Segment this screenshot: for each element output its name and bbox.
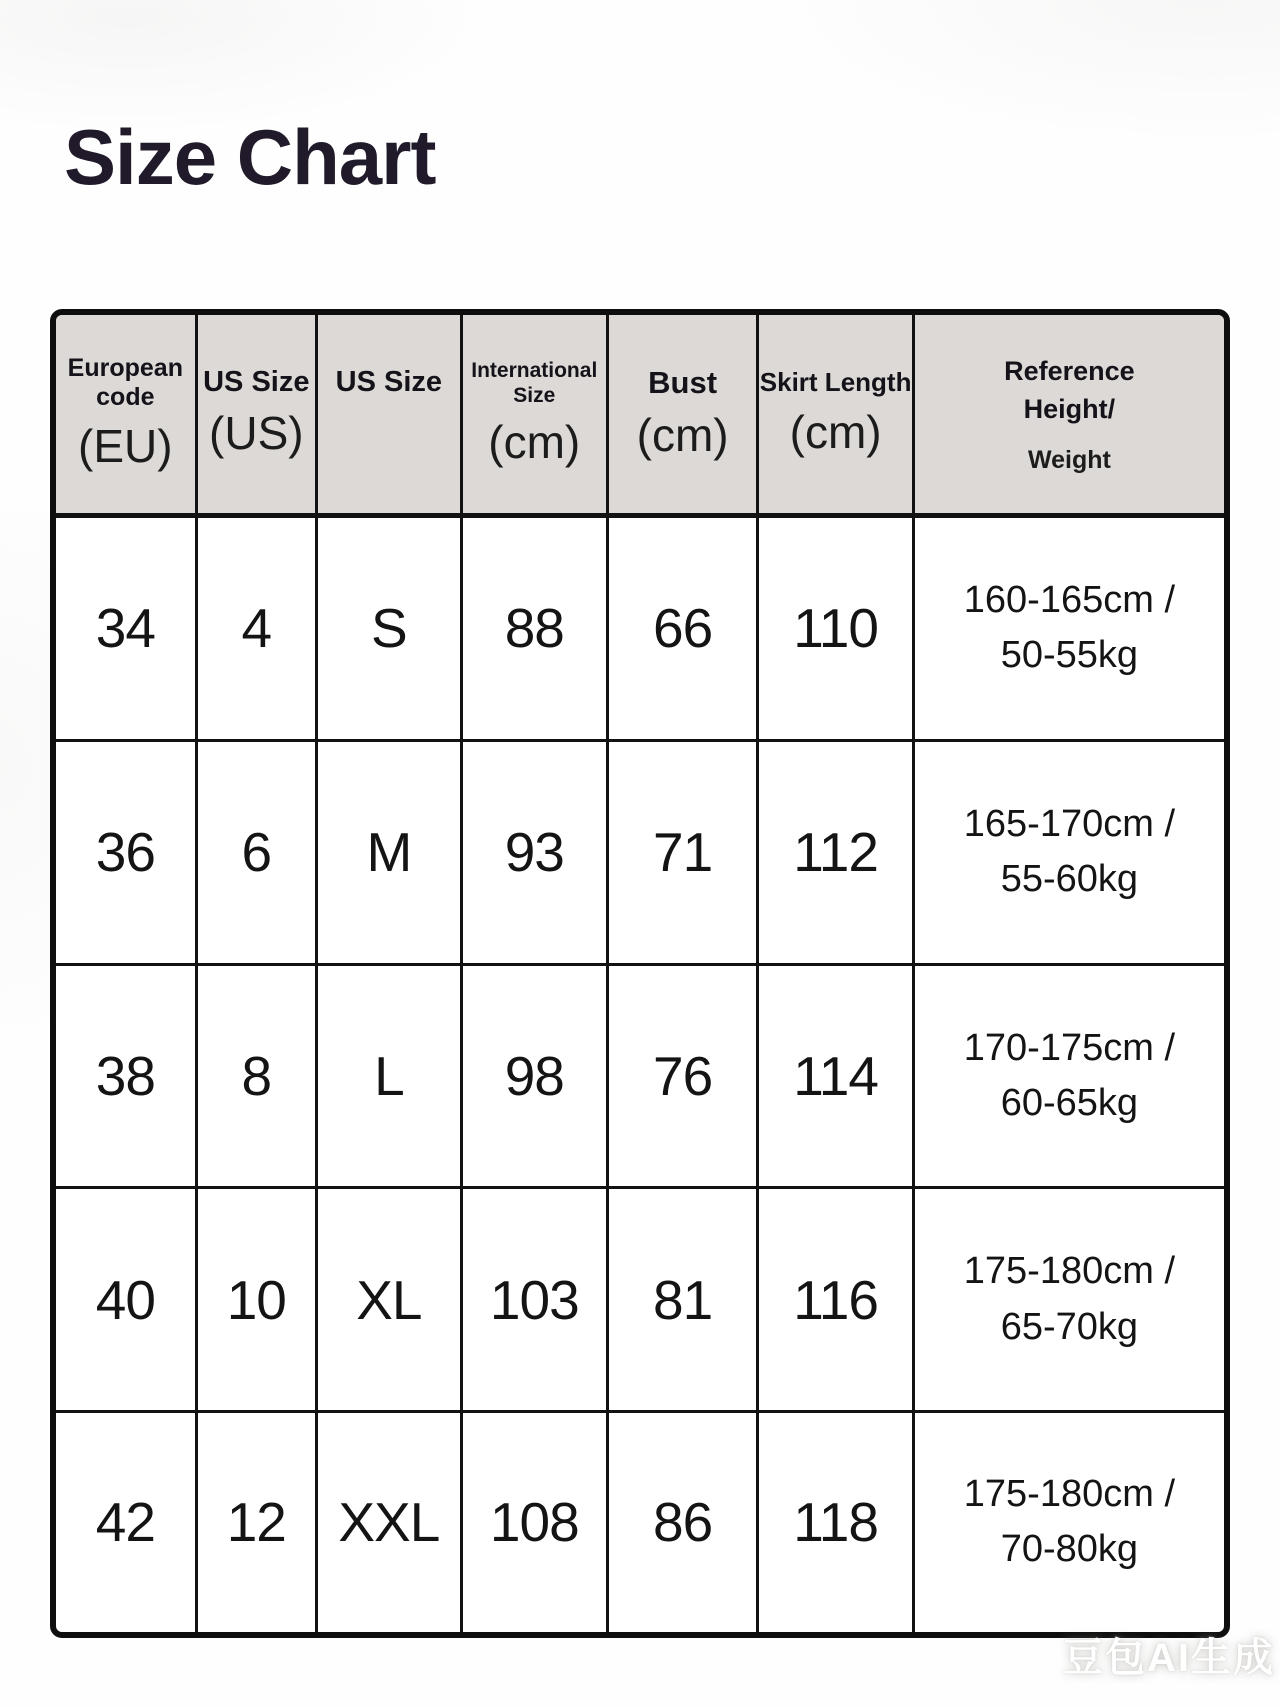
cell-bust: 81	[607, 1188, 758, 1412]
cell-international: 93	[461, 741, 607, 965]
cell-eu: 36	[56, 741, 196, 965]
header-international-size	[461, 315, 607, 515]
table-row	[56, 741, 1224, 965]
header-cell-content	[609, 365, 757, 463]
reference-weight: 55-60kg	[1000, 858, 1139, 901]
cell-skirt-length: 112	[758, 741, 913, 965]
cell-reference	[913, 1411, 1224, 1632]
cell-reference	[913, 741, 1224, 965]
header-sublabel: (EU)	[78, 419, 173, 472]
cell-bust: 71	[607, 741, 758, 965]
cell-us: 8	[196, 964, 316, 1188]
reference-height: 160-165cm /	[963, 579, 1176, 622]
cell-international: 103	[461, 1188, 607, 1412]
cell-reference	[913, 964, 1224, 1188]
header-sublabel: (cm)	[789, 406, 882, 459]
size-table	[56, 315, 1224, 1632]
table-row	[56, 1188, 1224, 1412]
reference-height: 165-170cm /	[963, 803, 1176, 846]
cell-size: M	[316, 741, 461, 965]
header-cell-content	[915, 353, 1224, 475]
table-row	[56, 515, 1224, 741]
cell-us: 6	[196, 741, 316, 965]
header-sublabel: (cm)	[488, 415, 581, 468]
cell-eu: 40	[56, 1188, 196, 1412]
cell-size: L	[316, 964, 461, 1188]
header-cell-content	[318, 366, 460, 461]
cell-skirt-length: 110	[758, 515, 913, 741]
cell-skirt-length: 116	[758, 1188, 913, 1412]
reference-weight: 60-65kg	[1000, 1081, 1139, 1124]
cell-reference	[913, 1188, 1224, 1412]
ai-generated-watermark: 豆包AI生成	[1063, 1636, 1275, 1680]
header-reference	[913, 315, 1224, 515]
cell-bust: 76	[607, 964, 758, 1188]
header-label: US Size	[203, 366, 310, 399]
header-label: Bust	[648, 364, 718, 400]
header-sublabel: (US)	[209, 407, 304, 460]
header-label: European code	[67, 354, 183, 411]
cell-eu: 34	[56, 515, 196, 741]
cell-eu: 38	[56, 964, 196, 1188]
header-cell-content	[463, 358, 606, 470]
header-bust	[607, 315, 758, 515]
cell-reference	[913, 515, 1224, 741]
reference-weight: 65-70kg	[1000, 1305, 1139, 1348]
header-cell-content	[56, 354, 195, 474]
cell-eu: 42	[56, 1411, 196, 1632]
cell-size: S	[316, 515, 461, 741]
cell-international: 108	[461, 1411, 607, 1632]
page-title: Size Chart	[64, 113, 436, 201]
header-row	[56, 315, 1224, 515]
header-sublabel: (cm)	[636, 408, 729, 461]
header-us-size	[196, 315, 316, 515]
cell-size: XXL	[316, 1411, 461, 1632]
size-chart-table	[50, 309, 1230, 1638]
header-label: Skirt Length	[759, 367, 912, 398]
header-label: Reference Height/	[1004, 355, 1135, 424]
cell-international: 88	[461, 515, 607, 741]
cell-size: XL	[316, 1188, 461, 1412]
header-label: US Size	[335, 366, 443, 399]
table-row	[56, 1411, 1224, 1632]
cell-international: 98	[461, 964, 607, 1188]
cell-skirt-length: 118	[758, 1411, 913, 1632]
cell-us: 4	[196, 515, 316, 741]
reference-height: 170-175cm /	[963, 1026, 1176, 1069]
header-skirt-length	[758, 315, 913, 515]
reference-height: 175-180cm /	[963, 1473, 1176, 1516]
cell-us: 12	[196, 1411, 316, 1632]
header-sublabel: Weight	[1027, 445, 1111, 474]
table-row	[56, 964, 1224, 1188]
reference-weight: 50-55kg	[1000, 634, 1139, 677]
header-cell-content	[198, 366, 315, 461]
reference-weight: 70-80kg	[1000, 1528, 1139, 1571]
cell-skirt-length: 114	[758, 964, 913, 1188]
header-us-letter-size	[316, 315, 461, 515]
reference-height: 175-180cm /	[963, 1250, 1176, 1293]
cell-us: 10	[196, 1188, 316, 1412]
header-cell-content	[759, 367, 911, 460]
cell-bust: 86	[607, 1411, 758, 1632]
cell-bust: 66	[607, 515, 758, 741]
header-eu-code	[56, 315, 196, 515]
header-label: International Size	[471, 358, 598, 407]
